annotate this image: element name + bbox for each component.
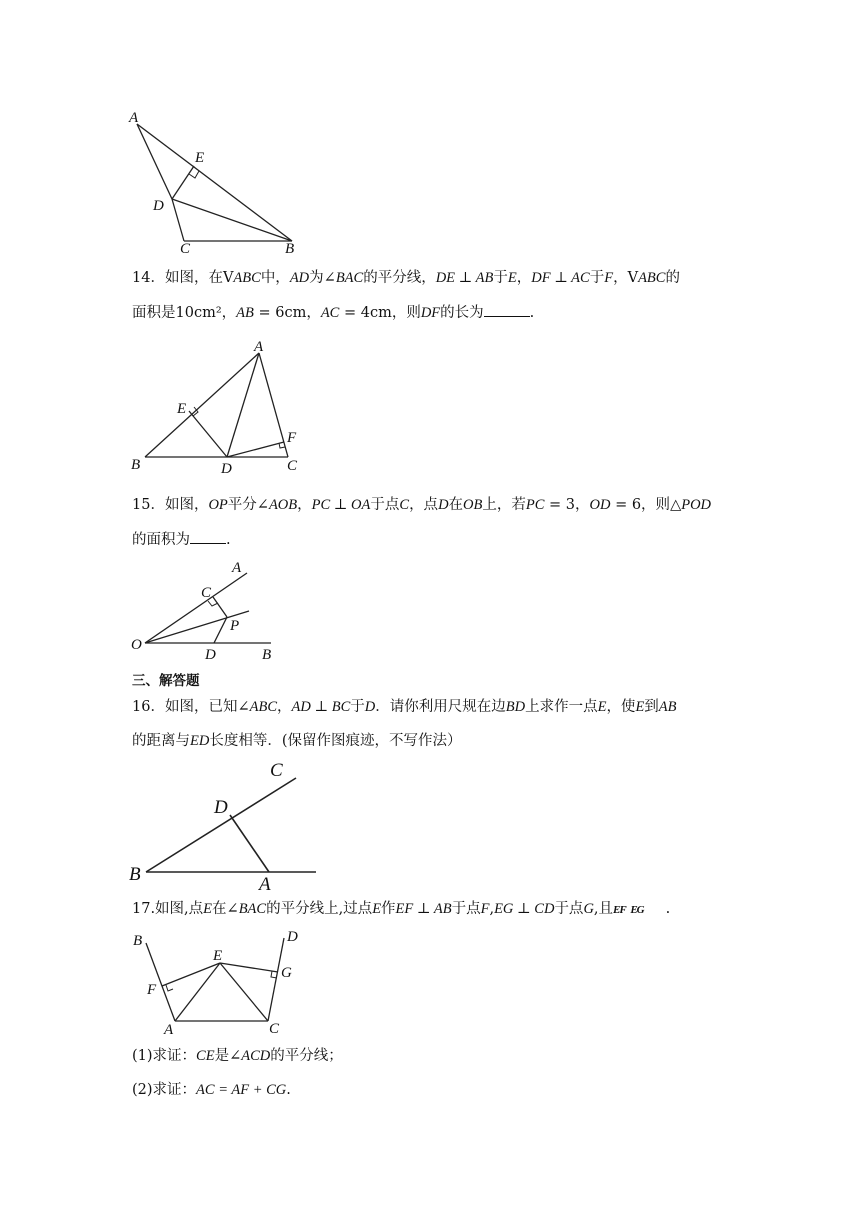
label-B: B — [285, 241, 295, 257]
q17-line1: 17.如图,点E在∠BAC的平分线上,过点E作EF ⊥ AB于点F,EG ⊥ CD于点G,且EF EG . — [132, 901, 671, 917]
label-B: B — [131, 457, 141, 473]
label-A: A — [232, 560, 242, 576]
label-C: C — [270, 760, 283, 781]
label-C: C — [180, 241, 191, 257]
q15-line2: 的面积为 . — [132, 529, 231, 550]
label-E: E — [195, 150, 205, 166]
label-F: F — [147, 982, 157, 998]
q16-line1: 16．如图，已知∠ABC，AD ⊥ BC于D．请你利用尺规在边BD上求作一点E，使E到AB — [132, 699, 677, 715]
label-A: A — [254, 339, 264, 355]
label-F: F — [287, 430, 297, 446]
label-C: C — [287, 458, 298, 474]
q14-line1: 14．如图，在VABC中，AD为∠BAC的平分线，DE ⊥ AB于E，DF ⊥ AC于F，VABC的 — [132, 270, 680, 286]
label-C: C — [269, 1021, 280, 1037]
label-G: G — [281, 965, 292, 981]
q15-line1: 15．如图，OP平分∠AOB，PC ⊥ OA于点C，点D在OB上，若PC = 3，OD = 6，则△POD — [132, 497, 712, 513]
section-heading: 三、解答题 — [132, 673, 200, 689]
label-O: O — [131, 637, 142, 653]
label-C: C — [201, 585, 212, 601]
label-D: D — [214, 797, 228, 818]
label-A: A — [259, 874, 271, 895]
label-P: P — [230, 618, 240, 634]
q14-line2: 面积是10cm²，AB = 6cm，AC = 4cm，则DF的长为 . — [132, 302, 534, 323]
label-A: A — [164, 1022, 174, 1038]
right-angle-mark-F — [166, 985, 173, 991]
q16-line2: 的距离与ED长度相等．(保留作图痕迹，不写作法） — [132, 733, 462, 749]
label-D: D — [221, 461, 232, 477]
label-E: E — [177, 401, 187, 417]
seg-EG — [220, 963, 278, 972]
label-D: D — [205, 647, 216, 663]
label-B: B — [262, 647, 272, 663]
seg-CE — [220, 963, 268, 1021]
label-B: B — [133, 933, 143, 949]
label-A: A — [129, 110, 139, 126]
label-E: E — [213, 948, 223, 964]
label-D: D — [287, 929, 298, 945]
q17-part2: (2)求证：AC = AF + CG. — [132, 1082, 291, 1098]
q17-part1: (1)求证：CE是∠ACD的平分线； — [132, 1048, 343, 1064]
label-D: D — [153, 198, 164, 214]
label-B: B — [129, 864, 141, 885]
